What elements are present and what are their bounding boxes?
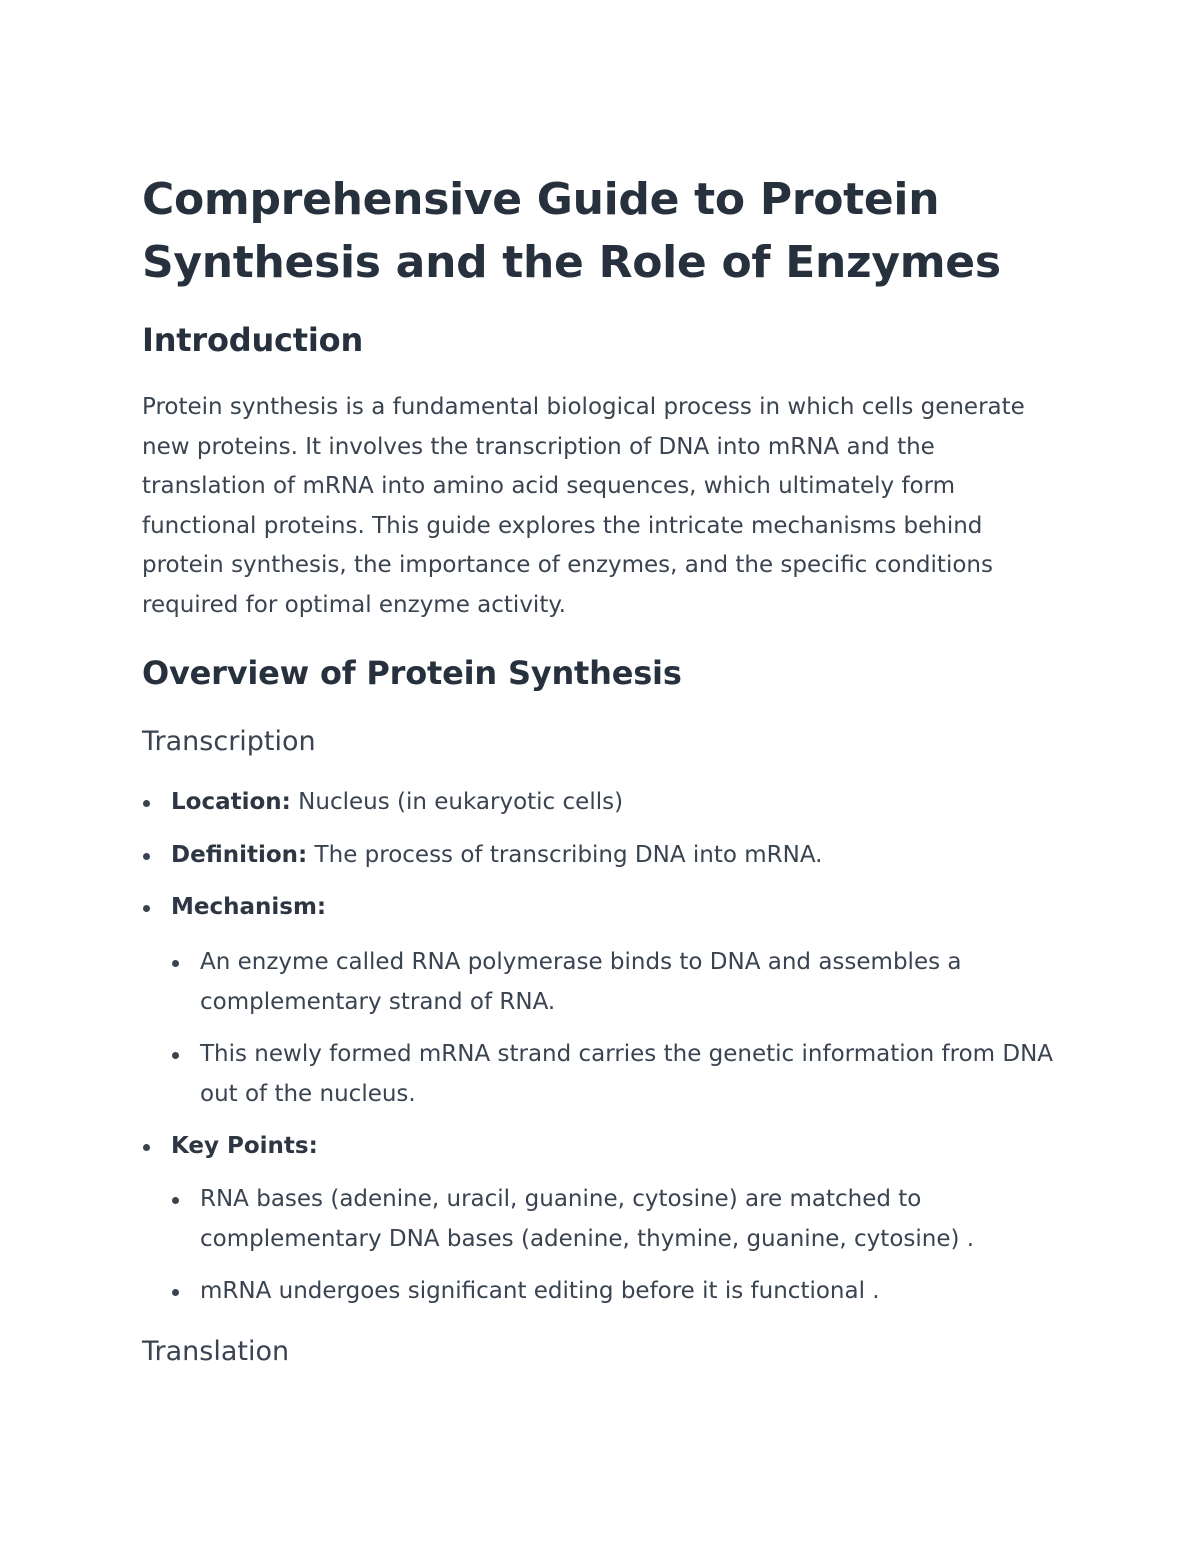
introduction-paragraph: Protein synthesis is a fundamental biological process in which cells generate new proteins. It involves the transcription of DNA into mRNA and the translation of mRNA into amino acid sequences, which ultimately form functional proteins. This guide explores the intricate mechanisms behind protein synthesis, the importance of enzymes, and the specific conditions required for optimal enzyme activity. — [142, 394, 1025, 618]
definition-label: Definition: — [171, 841, 308, 868]
bullet-icon — [172, 1197, 179, 1204]
introduction-heading: Introduction — [142, 321, 364, 359]
definition-text: The process of transcribing DNA into mRNA. — [307, 841, 823, 868]
bullet-icon — [143, 800, 150, 807]
transcription-heading: Transcription — [142, 726, 316, 757]
list-item-mechanism — [142, 888, 1062, 928]
translation-heading: Translation — [142, 1336, 290, 1367]
overview-heading: Overview of Protein Synthesis — [142, 654, 682, 692]
list-item — [171, 1180, 1062, 1259]
list-item — [171, 943, 1062, 1022]
keypoint-item-text: mRNA undergoes significant editing before it is functional . — [200, 1278, 880, 1305]
transcription-list — [142, 783, 1062, 928]
location-label: Location: — [171, 789, 291, 815]
keypoints-list — [142, 1127, 1062, 1167]
list-item — [171, 1035, 1062, 1114]
bullet-icon — [143, 853, 150, 860]
keypoints-label: Key Points: — [171, 1133, 318, 1159]
location-text: Nucleus (in eukaryotic cells) — [290, 789, 624, 815]
bullet-icon — [172, 960, 179, 967]
document-title: Comprehensive Guide to Protein Synthesis and the Role of Enzymes — [142, 174, 1001, 288]
list-item-keypoints — [142, 1127, 1062, 1167]
bullet-icon — [143, 1144, 150, 1151]
bullet-icon — [143, 905, 150, 912]
mechanism-item-text: This newly formed mRNA strand carries the genetic information from DNA out of the nucleus. — [200, 1041, 1054, 1107]
list-item-location — [142, 783, 1062, 823]
mechanism-item-text: An enzyme called RNA polymerase binds to DNA and assembles a complementary strand of RNA. — [200, 949, 962, 1015]
bullet-icon — [172, 1052, 179, 1059]
mechanism-sublist — [171, 943, 1062, 1114]
keypoint-item-text: RNA bases (adenine, uracil, guanine, cytosine) are matched to complementary DNA bases (adenine, thymine, guanine, cytosine) . — [200, 1186, 975, 1252]
list-item — [171, 1272, 1062, 1312]
mechanism-label: Mechanism: — [171, 894, 327, 921]
bullet-icon — [172, 1289, 179, 1296]
list-item-definition — [142, 836, 1062, 876]
keypoints-sublist — [171, 1180, 1062, 1312]
